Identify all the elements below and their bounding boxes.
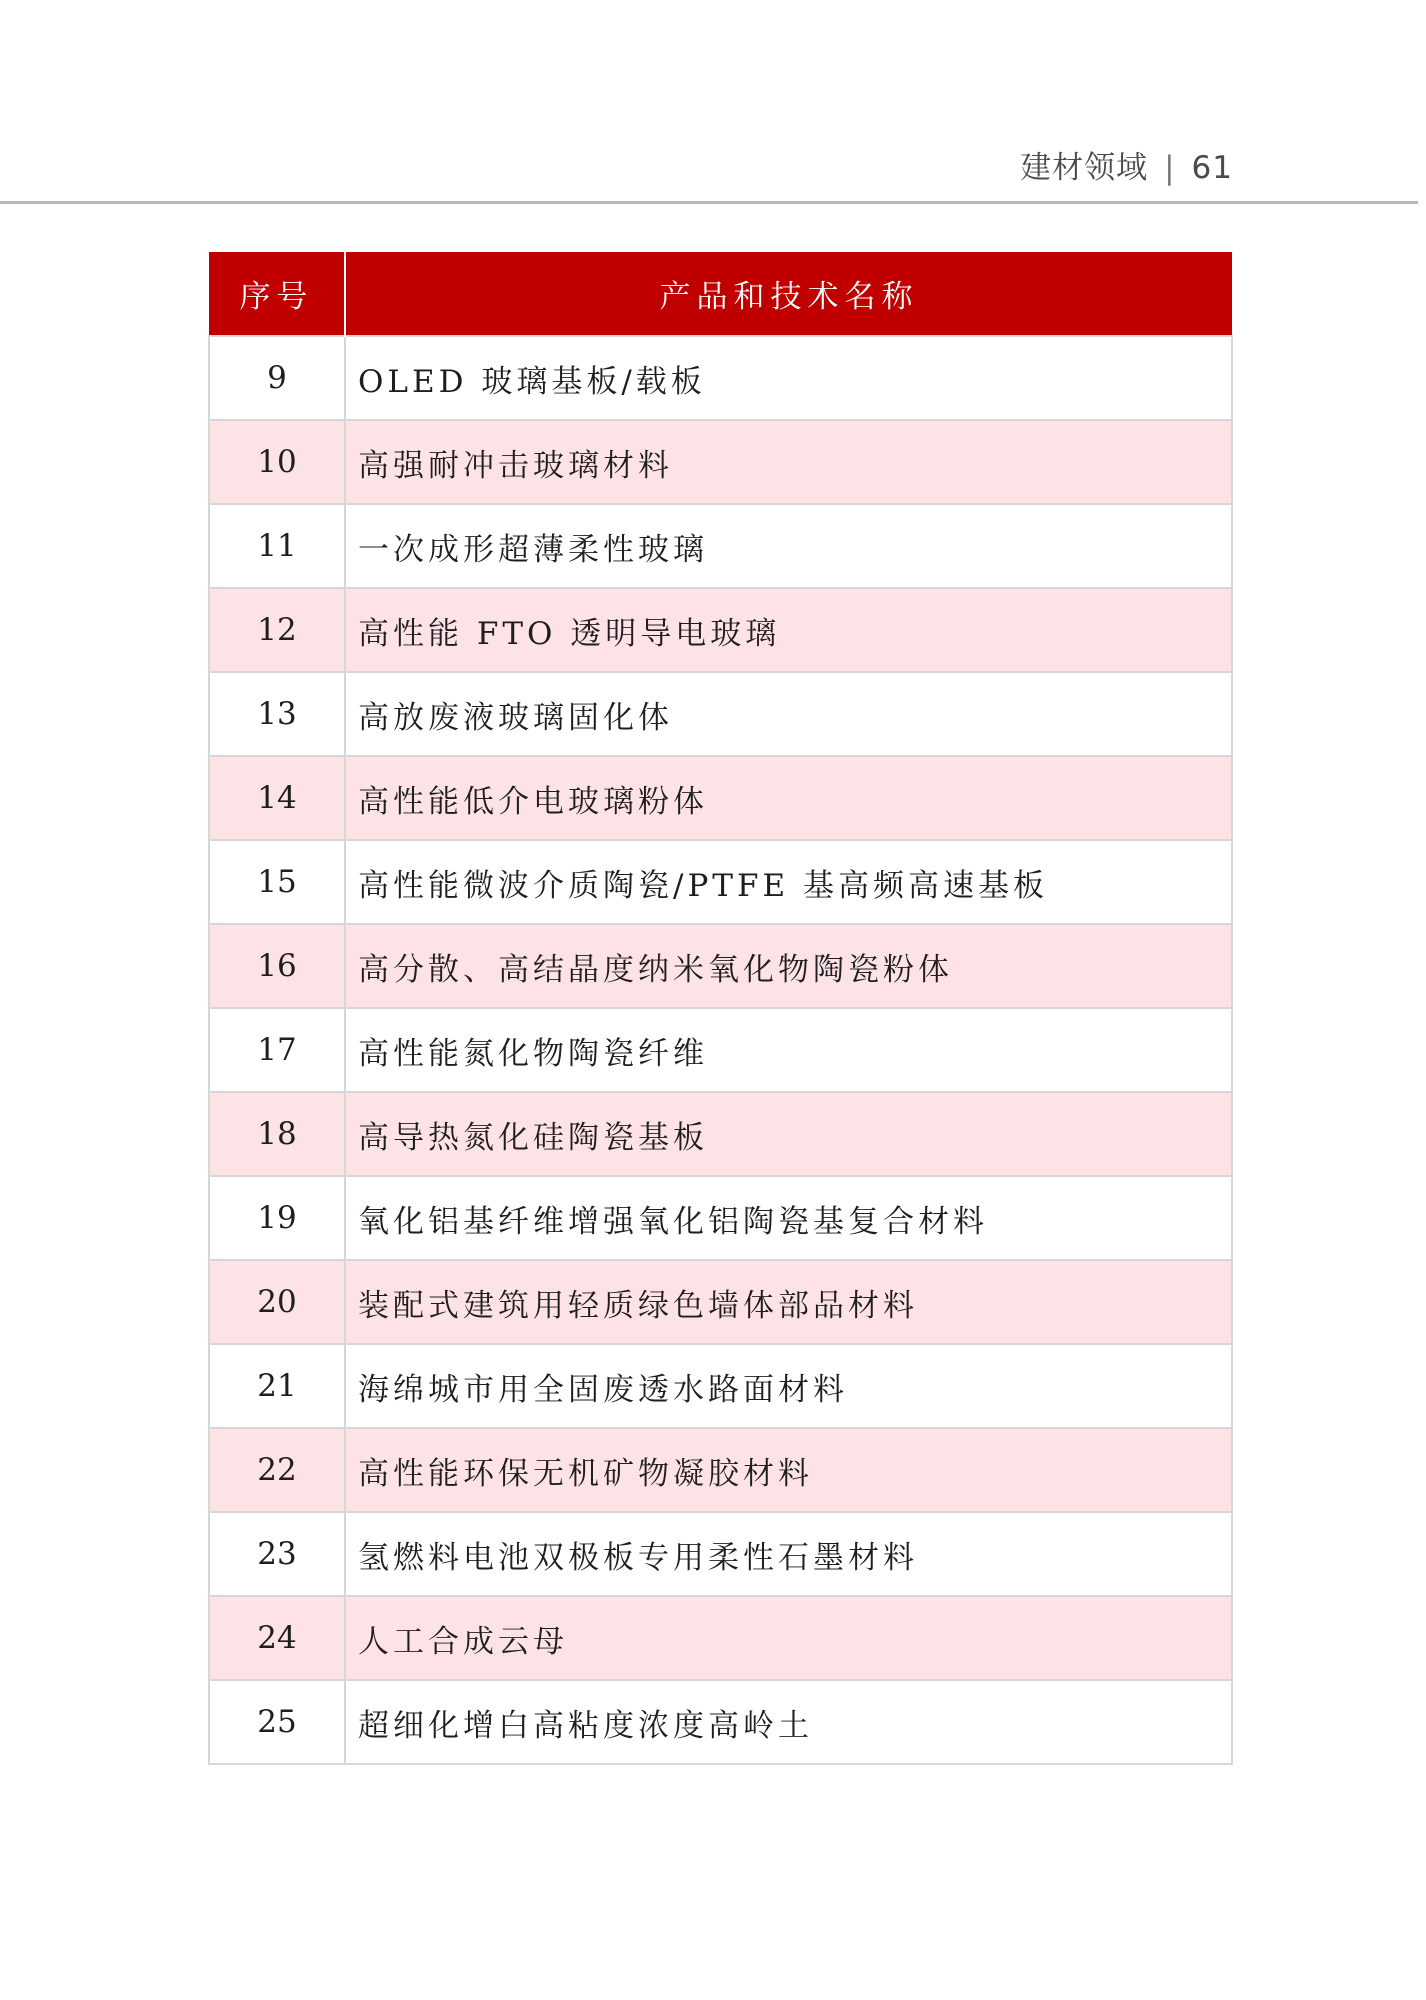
table-row (209, 840, 1232, 924)
table-row (209, 672, 1232, 756)
table-row (209, 1680, 1232, 1764)
product-name: 人工合成云母 (345, 1596, 1232, 1680)
product-table-container (208, 252, 1231, 1765)
header-divider (0, 201, 1418, 204)
product-name: 高性能微波介质陶瓷/PTFE 基高频高速基板 (345, 840, 1232, 924)
table-row (209, 1428, 1232, 1512)
table-row (209, 336, 1232, 420)
product-name: 高导热氮化硅陶瓷基板 (345, 1092, 1232, 1176)
row-number: 9 (209, 336, 345, 420)
row-number: 20 (209, 1260, 345, 1344)
row-number: 21 (209, 1344, 345, 1428)
table-row (209, 1260, 1232, 1344)
row-number: 23 (209, 1512, 345, 1596)
product-name: 高性能低介电玻璃粉体 (345, 756, 1232, 840)
table-row (209, 420, 1232, 504)
table-row (209, 1008, 1232, 1092)
section-title: 建材领域 (1020, 150, 1149, 186)
table-row (209, 1092, 1232, 1176)
row-number: 19 (209, 1176, 345, 1260)
row-number: 12 (209, 588, 345, 672)
row-number: 11 (209, 504, 345, 588)
table-row (209, 1344, 1232, 1428)
row-number: 14 (209, 756, 345, 840)
product-name: 装配式建筑用轻质绿色墙体部品材料 (345, 1260, 1232, 1344)
header-separator: | (1164, 150, 1176, 186)
row-number: 16 (209, 924, 345, 1008)
product-name: 氧化铝基纤维增强氧化铝陶瓷基复合材料 (345, 1176, 1232, 1260)
product-name: 高性能氮化物陶瓷纤维 (345, 1008, 1232, 1092)
table-row (209, 1596, 1232, 1680)
product-name: 超细化增白高粘度浓度高岭土 (345, 1680, 1232, 1764)
table-row (209, 1176, 1232, 1260)
row-number: 15 (209, 840, 345, 924)
product-name: 高强耐冲击玻璃材料 (345, 420, 1232, 504)
row-number: 24 (209, 1596, 345, 1680)
column-header-name: 产品和技术名称 (345, 252, 1232, 336)
table-header-row (209, 252, 1232, 336)
column-header-number: 序号 (209, 252, 345, 336)
table-row (209, 588, 1232, 672)
running-header (1020, 142, 1233, 187)
page-number: 61 (1191, 150, 1233, 186)
table-row (209, 756, 1232, 840)
page-header (0, 0, 1426, 204)
product-name: 高放废液玻璃固化体 (345, 672, 1232, 756)
product-name: 高性能环保无机矿物凝胶材料 (345, 1428, 1232, 1512)
product-table (208, 252, 1233, 1765)
table-row (209, 1512, 1232, 1596)
row-number: 13 (209, 672, 345, 756)
table-row (209, 504, 1232, 588)
product-name: 高分散、高结晶度纳米氧化物陶瓷粉体 (345, 924, 1232, 1008)
row-number: 18 (209, 1092, 345, 1176)
row-number: 25 (209, 1680, 345, 1764)
table-row (209, 924, 1232, 1008)
product-name: 海绵城市用全固废透水路面材料 (345, 1344, 1232, 1428)
table-body (209, 336, 1232, 1764)
product-name: OLED 玻璃基板/载板 (345, 336, 1232, 420)
product-name: 氢燃料电池双极板专用柔性石墨材料 (345, 1512, 1232, 1596)
row-number: 22 (209, 1428, 345, 1512)
row-number: 17 (209, 1008, 345, 1092)
product-name: 高性能 FTO 透明导电玻璃 (345, 588, 1232, 672)
row-number: 10 (209, 420, 345, 504)
product-name: 一次成形超薄柔性玻璃 (345, 504, 1232, 588)
